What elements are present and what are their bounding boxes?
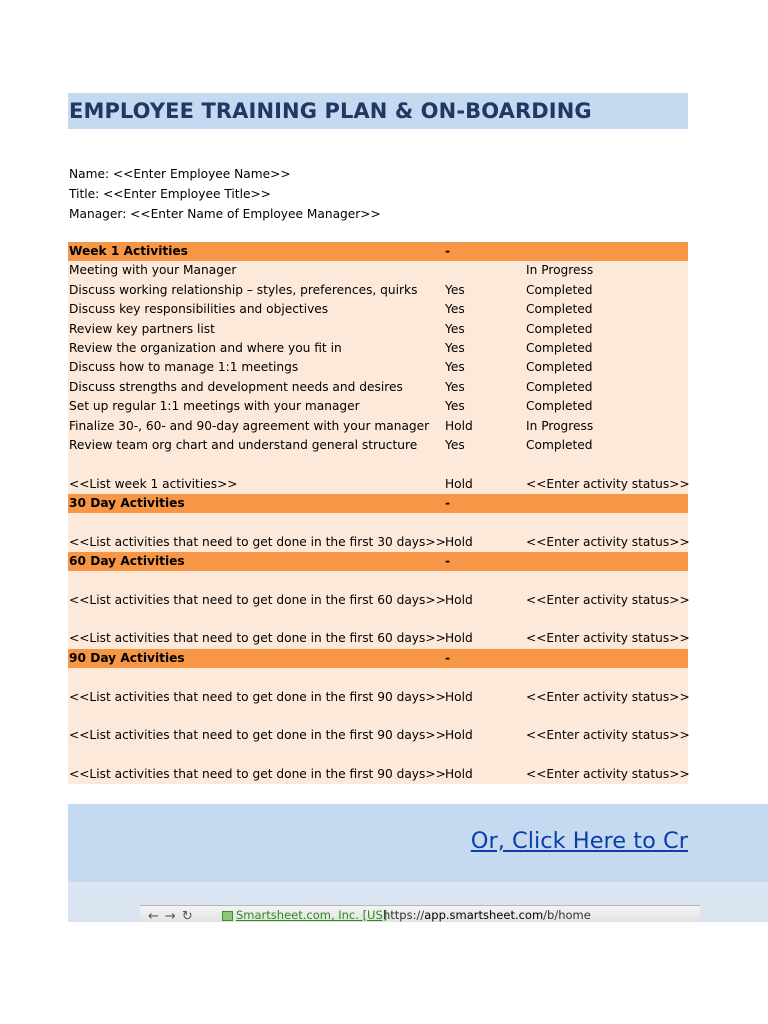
table-row[interactable] <box>68 436 688 455</box>
done-cell: Hold <box>445 418 473 433</box>
activity-cell: <<List activities that need to get done in the first 90 days>> <box>69 728 446 743</box>
title-banner <box>68 93 688 129</box>
done-cell: Hold <box>445 534 473 549</box>
document-title: EMPLOYEE TRAINING PLAN & ON-BOARDING <box>69 99 592 123</box>
status-cell: <<Enter activity status>> <box>526 766 690 781</box>
table-row[interactable] <box>68 397 688 416</box>
status-cell: Completed <box>526 399 593 414</box>
table-row[interactable] <box>68 455 688 494</box>
activity-cell: <<List activities that need to get done in the first 60 days>> <box>69 631 446 646</box>
activity-cell: <<List activities that need to get done in the first 30 days>> <box>69 534 446 549</box>
status-cell: In Progress <box>526 263 594 278</box>
section-heading: Week 1 Activities <box>69 244 188 258</box>
create-link[interactable]: Or, Click Here to Cr <box>470 828 688 854</box>
table-row[interactable] <box>68 281 688 300</box>
url-host: app.smartsheet.com <box>424 908 544 922</box>
done-cell: Yes <box>445 437 465 452</box>
done-cell: Hold <box>445 728 473 743</box>
status-cell: In Progress <box>526 418 594 433</box>
lock-icon <box>222 911 233 921</box>
training-plan-table <box>68 242 688 784</box>
status-cell: Completed <box>526 282 593 297</box>
table-row[interactable] <box>68 571 688 610</box>
activity-cell: Finalize 30-, 60- and 90-day agreement with your manager <box>69 418 430 433</box>
done-cell: Hold <box>445 631 473 646</box>
done-cell: Yes <box>445 302 465 317</box>
done-cell: Yes <box>445 340 465 355</box>
secure-site-label: Smartsheet.com, Inc. [US] <box>236 908 388 922</box>
status-cell: Completed <box>526 379 593 394</box>
status-cell: <<Enter activity status>> <box>526 631 690 646</box>
done-cell: Yes <box>445 360 465 375</box>
activity-cell: Set up regular 1:1 meetings with your manager <box>69 399 360 414</box>
activity-cell: <<List activities that need to get done in the first 90 days>> <box>69 689 446 704</box>
table-row[interactable] <box>68 610 688 649</box>
table-row[interactable] <box>68 320 688 339</box>
section-marker: - <box>445 650 451 665</box>
activity-cell: Meeting with your Manager <box>69 263 237 278</box>
activity-cell: Review key partners list <box>69 321 215 336</box>
status-cell: <<Enter activity status>> <box>526 534 690 549</box>
done-cell: Hold <box>445 689 473 704</box>
activity-cell: <<List activities that need to get done in the first 90 days>> <box>69 766 446 781</box>
table-row[interactable] <box>68 417 688 436</box>
section-marker: - <box>445 495 451 510</box>
section-header-60-day <box>68 552 688 571</box>
activity-cell: Discuss strengths and development needs and desires <box>69 379 403 394</box>
section-marker: - <box>445 554 451 569</box>
activity-cell: Review team org chart and understand general structure <box>69 437 418 452</box>
table-row[interactable] <box>68 668 688 707</box>
cta-banner <box>68 804 768 882</box>
activity-cell: <<List activities that need to get done in the first 60 days>> <box>69 592 446 607</box>
browser-address-bar <box>140 905 700 922</box>
section-heading: 30 Day Activities <box>69 495 185 510</box>
url-path: /b/home <box>543 908 591 922</box>
done-cell: Yes <box>445 321 465 336</box>
reload-icon: ↻ <box>181 909 199 922</box>
employee-title-field[interactable]: Title: <<Enter Employee Title>> <box>69 187 271 201</box>
section-marker: - <box>445 244 451 258</box>
back-icon: ← <box>148 909 165 922</box>
section-header-week-1 <box>68 242 688 261</box>
activity-cell: <<List week 1 activities>> <box>69 476 238 491</box>
activity-cell: Review the organization and where you fit in <box>69 340 342 355</box>
table-row[interactable] <box>68 339 688 358</box>
employee-name-field[interactable]: Name: <<Enter Employee Name>> <box>69 167 291 181</box>
table-row[interactable] <box>68 513 688 552</box>
url-scheme: https:// <box>383 908 425 922</box>
table-row[interactable] <box>68 358 688 377</box>
section-header-90-day <box>68 649 688 668</box>
activity-cell: Discuss working relationship – styles, preferences, quirks <box>69 282 418 297</box>
done-cell: Yes <box>445 399 465 414</box>
done-cell: Yes <box>445 379 465 394</box>
employee-info <box>69 164 381 224</box>
section-heading: 60 Day Activities <box>69 554 185 569</box>
done-cell: Hold <box>445 592 473 607</box>
table-row[interactable] <box>68 378 688 397</box>
forward-icon: → <box>164 909 182 922</box>
done-cell: Hold <box>445 476 473 491</box>
status-cell: Completed <box>526 340 593 355</box>
status-cell: <<Enter activity status>> <box>526 728 690 743</box>
url-text <box>383 908 591 922</box>
status-cell: <<Enter activity status>> <box>526 592 690 607</box>
table-row[interactable] <box>68 300 688 319</box>
status-cell: <<Enter activity status>> <box>526 689 690 704</box>
table-row[interactable] <box>68 746 688 785</box>
status-cell: Completed <box>526 360 593 375</box>
table-row[interactable] <box>68 261 688 280</box>
section-header-30-day <box>68 494 688 513</box>
status-cell: <<Enter activity status>> <box>526 476 690 491</box>
status-cell: Completed <box>526 321 593 336</box>
done-cell: Hold <box>445 766 473 781</box>
done-cell: Yes <box>445 282 465 297</box>
activity-cell: Discuss key responsibilities and objectives <box>69 302 329 317</box>
status-cell: Completed <box>526 437 593 452</box>
browser-preview <box>68 882 768 922</box>
browser-nav-icons <box>148 909 199 922</box>
table-row[interactable] <box>68 707 688 746</box>
section-heading: 90 Day Activities <box>69 650 185 665</box>
status-cell: Completed <box>526 302 593 317</box>
employee-manager-field[interactable]: Manager: <<Enter Name of Employee Manager>> <box>69 207 381 221</box>
activity-cell: Discuss how to manage 1:1 meetings <box>69 360 299 375</box>
